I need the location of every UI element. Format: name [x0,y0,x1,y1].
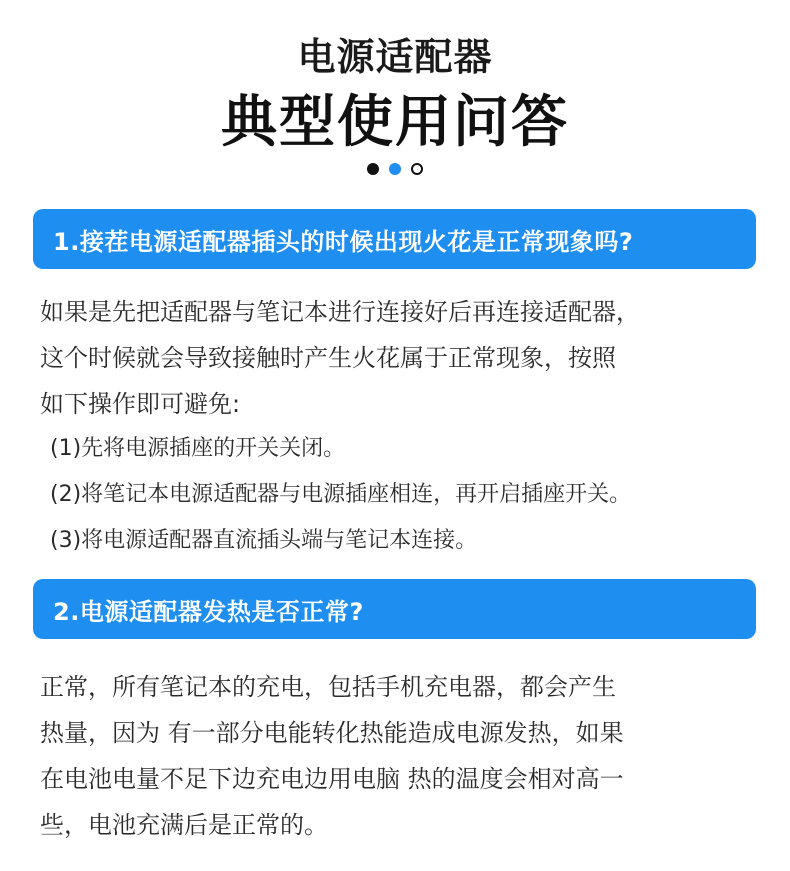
page-subtitle: 典型使用问答 [221,90,569,155]
question-banner-2 [33,579,756,639]
answer-2-line-4: 些，电池充满后是正常的。 [40,811,328,839]
answer-2-line-2: 热量，因为 有一部分电能转化热能造成电源发热，如果 [40,719,624,747]
page-title: 电源适配器 [297,35,493,79]
question-banner-1 [33,209,756,269]
answer-1-line-2: 这个时候就会导致接触时产生火花属于正常现象，按照 [40,344,616,372]
step-2: (2)将笔记本电源适配器与电源插座相连，再开启插座开关。 [50,482,632,507]
pagination-dots [0,163,790,175]
pagination-dot-1 [367,163,379,175]
answer-1-steps [50,426,770,564]
answer-2 [40,664,760,848]
answer-2-line-3: 在电池电量不足下边充电边用电脑 热的温度会相对高一 [40,765,624,793]
answer-1 [40,289,760,427]
step-3: (3)将电源适配器直流插头端与笔记本连接。 [50,528,478,553]
question-1-text: 1.接茬电源适配器插头的时候出现火花是正常现象吗? [53,227,634,256]
answer-1-line-1: 如果是先把适配器与笔记本进行连接好后再连接适配器， [40,298,640,326]
question-2-text: 2.电源适配器发热是否正常? [53,597,364,626]
answer-1-line-3: 如下操作即可避免: [40,390,241,418]
pagination-dot-3 [411,163,423,175]
pagination-dot-2 [389,163,401,175]
step-1: (1)先将电源插座的开关关闭。 [50,436,346,461]
answer-2-line-1: 正常，所有笔记本的充电，包括手机充电器，都会产生 [40,673,616,701]
